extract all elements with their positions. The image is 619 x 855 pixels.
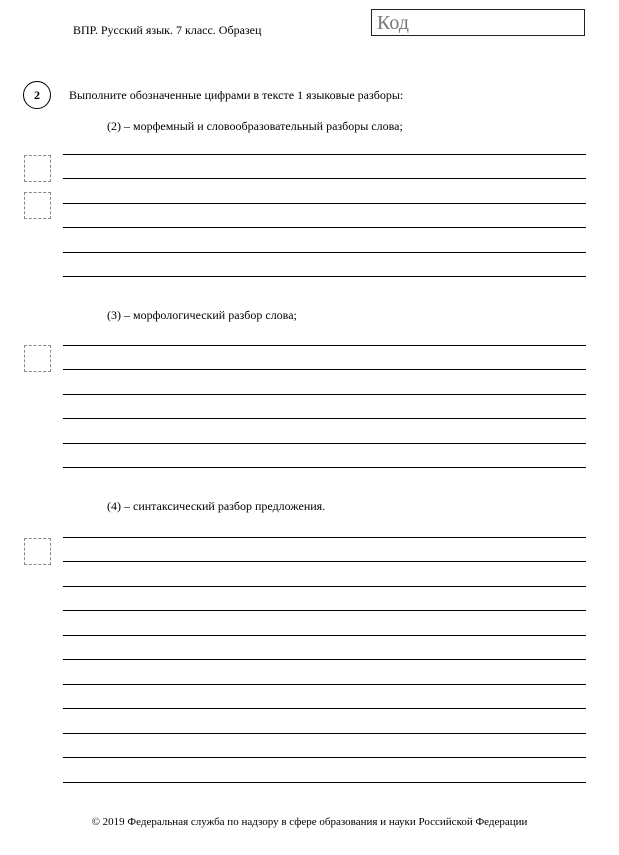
subtask-morphemic-label: (2) – морфемный и словообразовательный разборы слова;: [107, 119, 403, 133]
answer-line[interactable]: [63, 659, 586, 660]
answer-line[interactable]: [63, 178, 586, 179]
answer-line[interactable]: [63, 394, 586, 395]
answer-line[interactable]: [63, 733, 586, 734]
score-box-syntactic[interactable]: [24, 538, 51, 565]
code-label: Код: [377, 12, 409, 34]
subtask-syntactic-label: (4) – синтаксический разбор предложения.: [107, 499, 326, 513]
answer-line[interactable]: [63, 610, 586, 611]
task-number-badge: 2: [23, 81, 51, 109]
task-instruction: Выполните обозначенные цифрами в тексте 1 языковые разборы:: [69, 88, 404, 102]
answer-line[interactable]: [63, 443, 586, 444]
answer-line[interactable]: [63, 154, 586, 155]
answer-line[interactable]: [63, 276, 586, 277]
answer-line[interactable]: [63, 369, 586, 370]
answer-line[interactable]: [63, 252, 586, 253]
answer-line[interactable]: [63, 418, 586, 419]
answer-line[interactable]: [63, 345, 586, 346]
answer-line[interactable]: [63, 708, 586, 709]
subtask-morphological-label: (3) – морфологический разбор слова;: [107, 308, 297, 322]
answer-line[interactable]: [63, 757, 586, 758]
answer-line[interactable]: [63, 586, 586, 587]
page-header-title: ВПР. Русский язык. 7 класс. Образец: [73, 23, 262, 37]
score-box-word-formation[interactable]: [24, 192, 51, 219]
answer-line[interactable]: [63, 203, 586, 204]
answer-line[interactable]: [63, 782, 586, 783]
answer-line[interactable]: [63, 227, 586, 228]
score-box-morphemic[interactable]: [24, 155, 51, 182]
answer-line[interactable]: [63, 635, 586, 636]
code-field[interactable]: [371, 9, 585, 36]
answer-line[interactable]: [63, 467, 586, 468]
answer-line[interactable]: [63, 537, 586, 538]
answer-line[interactable]: [63, 684, 586, 685]
answer-line[interactable]: [63, 561, 586, 562]
score-box-morphological[interactable]: [24, 345, 51, 372]
footer-copyright: © 2019 Федеральная служба по надзору в сфере образования и науки Российской Федерации: [91, 816, 528, 828]
